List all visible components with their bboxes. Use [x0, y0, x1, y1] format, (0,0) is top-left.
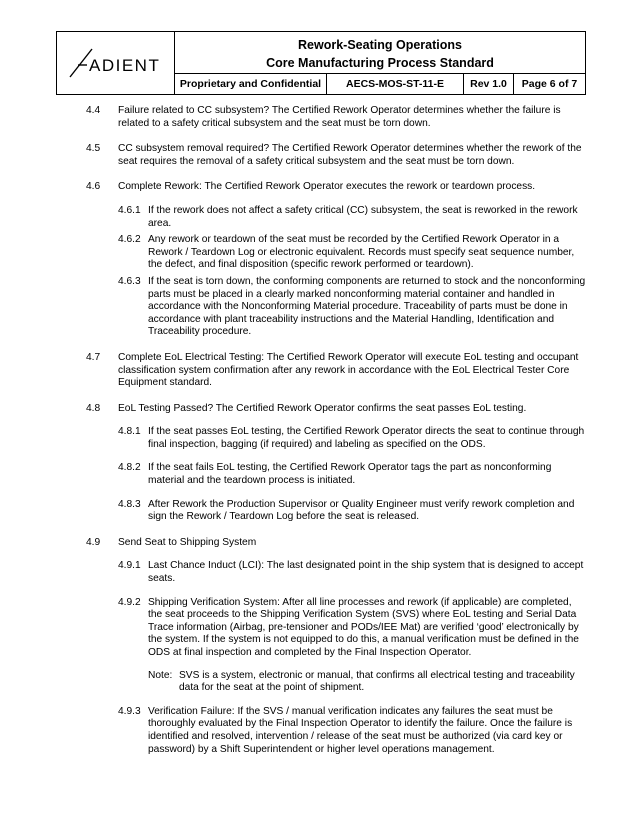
section-number: 4.9 [86, 536, 101, 548]
subsection-text: Last Chance Induct (LCI): The last designated point in the ship system that is designed to accept seats. [148, 560, 584, 585]
subsection-4-6-3 [118, 276, 586, 339]
page-number: Page 6 of 7 [521, 78, 578, 90]
subsection-number: 4.9.2 [118, 596, 141, 608]
subsection-text: After Rework the Production Supervisor or Quality Engineer must verify rework completion and sign the Rework / Teardown Log before the seat is released. [148, 498, 575, 523]
section-text: EoL Testing Passed? The Certified Rework Operator confirms the seat passes EoL testing. [118, 402, 527, 414]
subsection-number: 4.6.3 [118, 275, 141, 287]
subsection-number: 4.6.1 [118, 204, 141, 216]
section-number: 4.7 [86, 351, 101, 363]
document-header [56, 31, 586, 95]
subsection-text: If the seat passes EoL testing, the Certified Rework Operator directs the seat to continue through final inspection, bagging (if required) and labeling as specified on the ODS. [148, 426, 585, 450]
subsection-text: Shipping Verification System: After all line processes and rework (if applicable) are completed, the seat proceeds to the Shipping Verification System (SVS) where EoL testing and Serial Data Trace information (Airbag, pre-tensioner and PODs/IEE Mat) are verified ‘good’ electronically by the system. If the system is not equipped to do this, a manual verification must be defined in the ODS at final inspection and completed by the Final Inspection Operator. [148, 596, 579, 658]
subsection-number: 4.9.1 [118, 560, 141, 572]
subsection-number: 4.6.2 [118, 234, 141, 246]
subsection-4-8-1 [118, 426, 586, 451]
document-subtitle: Core Manufacturing Process Standard [266, 56, 494, 70]
subsection-number: 4.8.2 [118, 462, 141, 474]
subsection-number: 4.8.3 [118, 498, 141, 510]
document-title: Rework-Seating Operations [298, 38, 462, 52]
note-text: SVS is a system, electronic or manual, that confirms all electrical testing and traceability data for the seat at the point of shipment. [179, 669, 575, 694]
classification: Proprietary and Confidential [175, 74, 327, 94]
subsection-4-8-3 [118, 499, 586, 524]
subsection-4-9-1 [118, 560, 586, 585]
section-4-9 [86, 537, 586, 550]
subsection-4-9-2 [118, 597, 586, 660]
note-label: Note: [148, 669, 173, 681]
subsection-text: Any rework or teardown of the seat must be recorded by the Certified Rework Operator in a Rework / Teardown Log or electronic equivalent. Records must specify seat sequence number, the defect, and final disposition (specific rework performed or teardown). [148, 234, 575, 271]
subsection-4-9-3 [118, 706, 586, 756]
subsection-4-6-1 [118, 205, 586, 230]
title-cell [175, 32, 585, 74]
section-text: Failure related to CC subsystem? The Certified Rework Operator determines whether the failure is related to a safety critical subsystem and the seat must be torn down. [118, 105, 561, 129]
document-body [86, 105, 586, 756]
header-info-row [175, 74, 585, 94]
section-text: Complete EoL Electrical Testing: The Certified Rework Operator will execute EoL testing and occupant classification system confirmation after any rework in accordance with the EoL Electrical Tester Core Equipment standard. [118, 351, 579, 389]
logo-cell [57, 32, 175, 94]
adient-logo [67, 46, 167, 80]
svs-note [148, 670, 586, 695]
section-4-8 [86, 403, 586, 416]
section-4-7 [86, 352, 586, 390]
subsection-text: Verification Failure: If the SVS / manual verification indicates any failures the seat must be thoroughly evaluated by the Final Inspection Operator to identify the failure. Once the failure is identified and resolved, intervention / release of the seat must be authorized (via card key or password) by a Shift Superintendent or higher level operations management. [148, 705, 573, 755]
subsection-4-6-2 [118, 234, 586, 272]
section-4-4 [86, 105, 586, 130]
section-number: 4.8 [86, 402, 101, 414]
doc-number: AECS-MOS-ST-11-E [327, 74, 464, 94]
section-text: Complete Rework: The Certified Rework Operator executes the rework or teardown process. [118, 181, 536, 193]
subsection-4-8-2 [118, 462, 586, 487]
revision: Rev 1.0 [464, 74, 514, 94]
subsection-text: If the seat is torn down, the conforming components are returned to stock and the nonconforming parts must be placed in a clearly marked nonconforming material container and handled in accordance with the Nonconforming Material procedure. Traceability of parts must be done in accordance with plant traceability instructions and the Material Handling, Identification and Traceability procedure. [148, 275, 586, 338]
subsection-text: If the seat fails EoL testing, the Certified Rework Operator tags the part as nonconforming material and the teardown process is initiated. [148, 462, 552, 487]
section-4-5 [86, 143, 586, 168]
subsection-number: 4.8.1 [118, 426, 141, 438]
svg-text:ADIENT: ADIENT [89, 56, 161, 75]
section-number: 4.5 [86, 143, 101, 155]
subsection-number: 4.9.3 [118, 705, 141, 717]
subsection-text: If the rework does not affect a safety critical (CC) subsystem, the seat is reworked in the rework area. [148, 204, 578, 229]
section-text: Send Seat to Shipping System [118, 536, 257, 548]
section-number: 4.4 [86, 105, 101, 116]
section-4-6 [86, 181, 586, 194]
section-text: CC subsystem removal required? The Certified Rework Operator determines whether the rework of the seat requires the removal of a safety critical subsystem and the seat must be torn down. [118, 143, 582, 167]
section-number: 4.6 [86, 181, 101, 193]
